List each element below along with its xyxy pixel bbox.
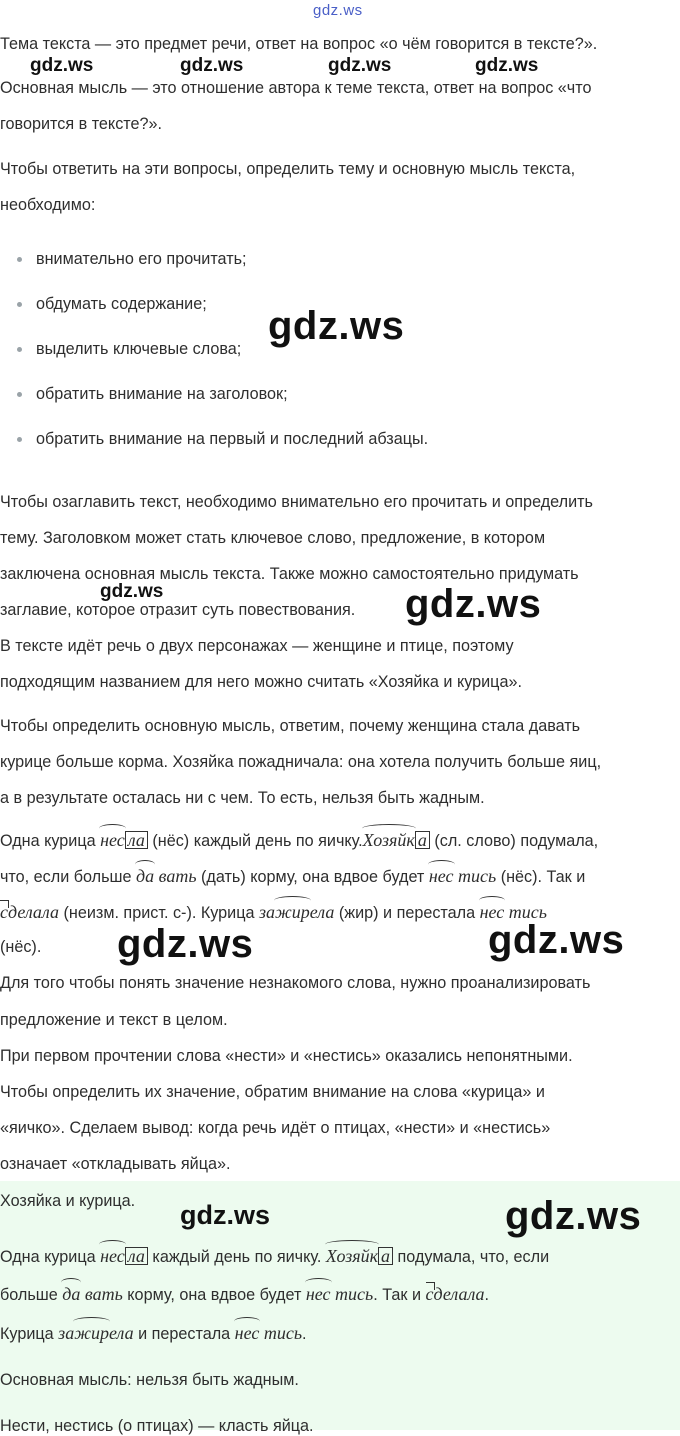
- answer-idea: Основная мысль: нельзя быть жадным.: [0, 1371, 299, 1389]
- watermark: gdz.ws: [268, 304, 405, 348]
- word-zazhirela: зажирела: [258, 902, 335, 922]
- word-hozyayka: [326, 1246, 393, 1266]
- word-davat: да вать: [62, 1284, 123, 1304]
- watermark: gdz.ws: [488, 918, 625, 962]
- ending-mark: а: [415, 831, 430, 849]
- word-hozyayka: [363, 830, 430, 850]
- word-nestis: нес тись: [428, 866, 497, 886]
- word-nesla: [100, 1246, 148, 1266]
- intro-line: говорится в тексте?».: [0, 115, 163, 133]
- answer-line: Одна курица нес ла каждый день по яичку. Хозяйк а подумала, что, если: [0, 1246, 550, 1266]
- bullet-dot: [17, 257, 22, 262]
- text-line: При первом прочтении слова «нести» и «нестись» оказались непонятными.: [0, 1047, 573, 1065]
- intro-line: Основная мысль — это отношение автора к теме текста, ответ на вопрос «что: [0, 79, 592, 97]
- answer-definition: Нести, нестись (о птицах) — класть яйца.: [0, 1417, 314, 1435]
- text-line: а в результате осталась ни с чем. То есть, нельзя быть жадным.: [0, 789, 485, 807]
- text-line: означает «откладывать яйца».: [0, 1155, 231, 1173]
- answer-line: Курица зажирела и перестала нес тись.: [0, 1323, 307, 1343]
- ending-mark: ла: [125, 831, 148, 849]
- analysis-line: что, если больше да вать (дать) корму, она вдвое будет нес тись (нёс). Так и: [0, 866, 586, 886]
- bullet-dot: [17, 347, 22, 352]
- list-item: обратить внимание на заголовок;: [36, 385, 288, 403]
- word-sdelala: сделала: [0, 902, 60, 922]
- root-mark: нес: [305, 1284, 331, 1304]
- analysis-line: (нёс).: [0, 938, 42, 956]
- text-line: тему. Заголовком может стать ключевое слово, предложение, в котором: [0, 529, 546, 547]
- text-line: «яичко». Сделаем вывод: когда речь идёт о птицах, «нести» и «нестись»: [0, 1119, 551, 1137]
- text-line: подходящим названием для него можно считать «Хозяйка и курица».: [0, 673, 522, 691]
- watermark: gdz.ws: [180, 55, 244, 76]
- answer-line: больше да вать корму, она вдвое будет нес тись. Так и сделала.: [0, 1284, 490, 1304]
- text-line: Чтобы определить основную мысль, ответим, почему женщина стала давать: [0, 717, 581, 735]
- text-line: заключена основная мысль текста. Также можно самостоятельно придумать: [0, 565, 579, 583]
- root-mark: нес: [234, 1323, 260, 1343]
- watermark: gdz.ws: [505, 1194, 642, 1238]
- word-sdelala: сделала: [425, 1284, 485, 1304]
- root-mark: да: [62, 1284, 81, 1304]
- word-nesla: [100, 830, 148, 850]
- list-item: внимательно его прочитать;: [36, 250, 247, 268]
- ending-mark: а: [378, 1247, 393, 1265]
- watermark: gdz.ws: [405, 582, 542, 626]
- text-line: Чтобы определить их значение, обратим внимание на слова «курица» и: [0, 1083, 545, 1101]
- root-mark: жир: [275, 902, 310, 922]
- root-mark: Хозяйк: [362, 830, 415, 850]
- watermark: gdz.ws: [180, 1200, 271, 1230]
- text-line: предложение и текст в целом.: [0, 1011, 228, 1029]
- word-zazhirela: зажирела: [58, 1323, 134, 1343]
- root-mark: нес: [100, 830, 125, 850]
- intro-line: необходимо:: [0, 196, 96, 214]
- text-line: Для того чтобы понять значение незнакомого слова, нужно проанализировать: [0, 974, 591, 992]
- root-mark: нес: [428, 866, 454, 886]
- watermark: gdz.ws: [117, 922, 254, 966]
- watermark: gdz.ws: [475, 55, 539, 76]
- text-line: В тексте идёт речь о двух персонажах — женщине и птице, поэтому: [0, 637, 514, 655]
- ending-mark: ла: [125, 1247, 148, 1265]
- root-mark: Хозяйк: [325, 1246, 379, 1266]
- bullet-dot: [17, 392, 22, 397]
- text-line: заглавие, которое отразит суть повествования.: [0, 601, 356, 619]
- root-mark: нес: [100, 1246, 125, 1266]
- word-davat: да вать: [136, 866, 197, 886]
- root-mark: жир: [74, 1323, 109, 1343]
- bullet-dot: [17, 302, 22, 307]
- watermark-top: gdz.ws: [313, 2, 363, 19]
- watermark: gdz.ws: [100, 581, 164, 602]
- word-nestis: нес тись: [305, 1284, 374, 1304]
- list-item: обратить внимание на первый и последний абзацы.: [36, 430, 429, 448]
- analysis-line: Одна курица нес ла (нёс) каждый день по яичку.Хозяйк а (сл. слово) подумала,: [0, 830, 599, 850]
- word-nestis: нес тись: [234, 1323, 303, 1343]
- prefix-mark: с: [0, 902, 8, 922]
- list-item: выделить ключевые слова;: [36, 340, 242, 358]
- root-mark: да: [136, 866, 155, 886]
- intro-line: Тема текста — это предмет речи, ответ на вопрос «о чём говорится в тексте?».: [0, 35, 598, 53]
- text-line: курице больше корма. Хозяйка пожадничала: она хотела получить больше яиц,: [0, 753, 602, 771]
- bullet-dot: [17, 437, 22, 442]
- intro-line: Чтобы ответить на эти вопросы, определить тему и основную мысль текста,: [0, 160, 576, 178]
- prefix-mark: с: [425, 1284, 434, 1304]
- list-item: обдумать содержание;: [36, 295, 207, 313]
- text-line: Чтобы озаглавить текст, необходимо внимательно его прочитать и определить: [0, 493, 593, 511]
- root-mark: нес: [479, 902, 505, 922]
- word-nestis: нес тись: [479, 902, 547, 922]
- analysis-line: сделала (неизм. прист. с-). Курица зажирела (жир) и перестала нес тись: [0, 902, 547, 922]
- answer-title: Хозяйка и курица.: [0, 1192, 136, 1210]
- watermark: gdz.ws: [30, 55, 94, 76]
- watermark: gdz.ws: [328, 55, 392, 76]
